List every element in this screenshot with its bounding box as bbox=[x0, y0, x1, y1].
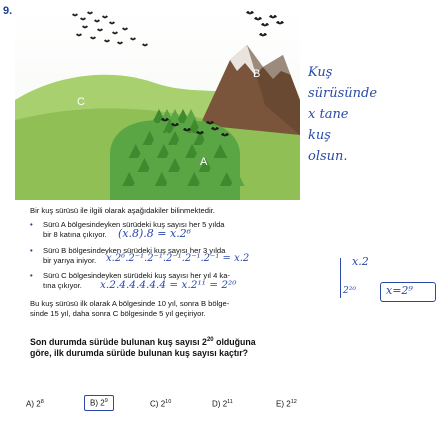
bullet-line: Sürü A bölgesindeyken sürüdeki kuş sayısı her 5 yılda bbox=[43, 220, 225, 229]
choice-base: 2 bbox=[222, 399, 228, 409]
question-part: göre, ilk durumda sürüde bulunan kuş sayısı kaçtır? bbox=[30, 348, 249, 359]
bullet-line: Sürü C bölgesindeyken sürüdeki kuş sayısı her yıl 4 ka- bbox=[43, 271, 230, 280]
bullet-line: bir yarıya iniyor. bbox=[43, 256, 97, 265]
work-divider bbox=[340, 258, 341, 298]
question-exponent: 20 bbox=[206, 337, 214, 343]
choice-e[interactable] bbox=[276, 399, 297, 409]
bullet-dot: • bbox=[30, 220, 33, 229]
bullet-dot: • bbox=[30, 271, 33, 280]
note-line: olsun. bbox=[308, 149, 348, 164]
bullet-line: Sürü B bölgesindeyken sürüdeki kuş sayısı her 3 yılda bbox=[43, 246, 226, 255]
handwritten-note bbox=[308, 62, 443, 167]
bird-migration-illustration bbox=[15, 5, 300, 200]
side-work: 2²⁰ bbox=[343, 286, 356, 296]
bullet-line: tına çıkıyor. bbox=[43, 281, 82, 290]
choice-exponent: 9 bbox=[104, 398, 108, 404]
choice-letter: C) bbox=[150, 399, 159, 409]
choice-exponent: 10 bbox=[165, 399, 172, 405]
bullet-dot: • bbox=[30, 246, 33, 255]
choice-letter: E) bbox=[276, 399, 284, 409]
choice-b[interactable] bbox=[84, 395, 114, 411]
handwritten-work: (x.8).8 = x.2⁶ bbox=[118, 227, 192, 240]
choice-base: 2 bbox=[100, 398, 105, 408]
region-b-label: B bbox=[253, 68, 261, 80]
handwritten-work: x.2.4.4.4.4.4 = x.2¹¹ = 2²⁰ bbox=[100, 279, 237, 291]
note-line: sürüsünde bbox=[308, 86, 378, 101]
choice-exponent: 8 bbox=[40, 399, 44, 405]
side-work: x=2⁹ bbox=[386, 284, 413, 297]
answer-choices bbox=[22, 395, 442, 417]
region-a-label: A bbox=[200, 156, 208, 168]
info-line: Bu kuş sürüsü ilk olarak A bölgesinde 10 yıl, sonra B bölge- bbox=[30, 299, 230, 308]
region-c-label: C bbox=[77, 96, 85, 108]
side-work: x.2 bbox=[352, 255, 369, 268]
note-line: Kuş bbox=[308, 65, 333, 80]
handwritten-work: x.2⁶.2⁻¹.2⁻¹.2⁻¹.2⁻¹.2⁻¹ = x.2 bbox=[106, 253, 250, 264]
choice-exponent: 11 bbox=[227, 399, 233, 405]
choice-c[interactable] bbox=[150, 399, 171, 409]
question-part: olduğuna bbox=[213, 336, 256, 347]
choice-base: 2 bbox=[286, 399, 291, 409]
bullet-line: bir 8 katına çıkıyor. bbox=[43, 230, 107, 239]
choice-exponent: 12 bbox=[290, 399, 297, 405]
choice-a[interactable] bbox=[26, 399, 44, 409]
note-line: x tane bbox=[308, 107, 349, 122]
question-text bbox=[30, 335, 360, 360]
intro-text: Bir kuş sürüsü ile ilgili olarak aşağıdakiler bilinmektedir. bbox=[30, 206, 215, 215]
question-number: 9. bbox=[3, 5, 13, 17]
choice-base: 2 bbox=[36, 399, 41, 409]
note-line: kuş bbox=[308, 128, 331, 143]
question-part: Son durumda sürüde bulunan kuş sayısı 2 bbox=[30, 336, 207, 347]
choice-d[interactable] bbox=[212, 399, 233, 409]
info-line: sinde 15 yıl, daha sonra C bölgesinde 5 yıl geçiriyor. bbox=[30, 309, 206, 318]
choice-letter: D) bbox=[212, 399, 221, 409]
choice-base: 2 bbox=[160, 399, 166, 409]
choice-letter: A) bbox=[26, 399, 34, 409]
choice-letter: B) bbox=[90, 398, 98, 408]
